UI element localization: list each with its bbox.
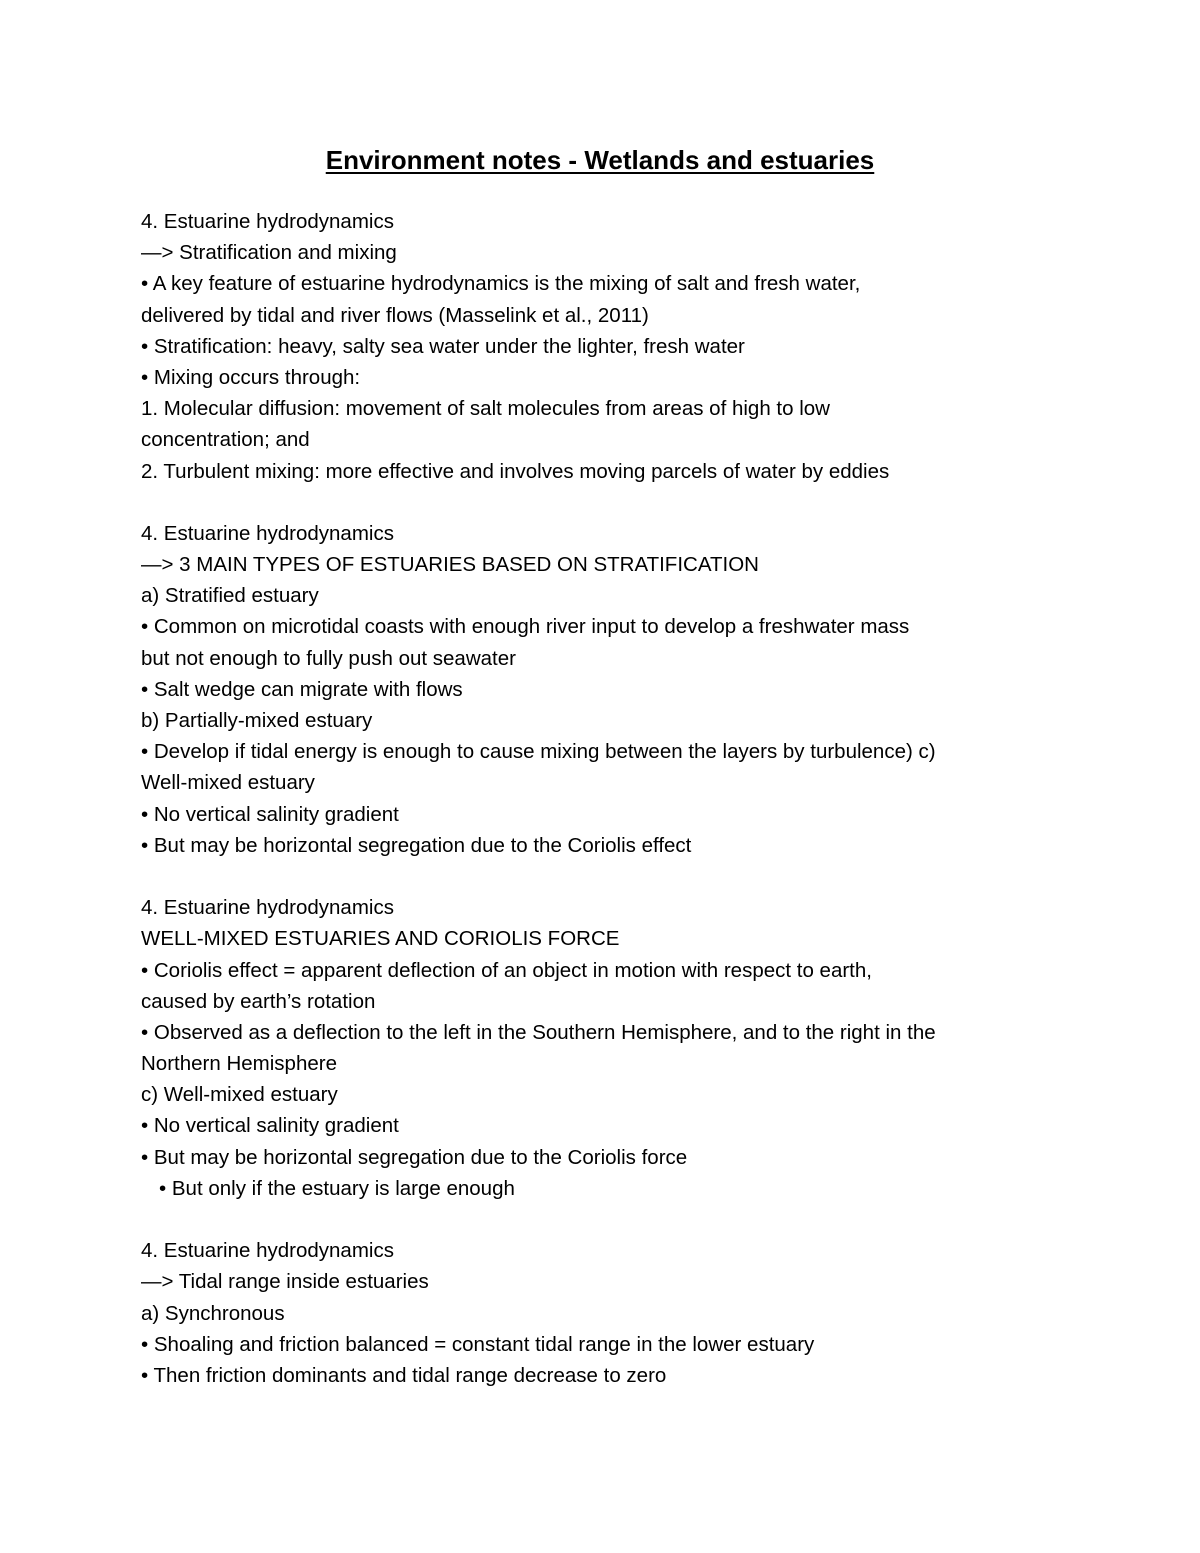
bullet-line: • No vertical salinity gradient bbox=[141, 802, 399, 826]
bullet-line: • A key feature of estuarine hydrodynamics is the mixing of salt and fresh water, bbox=[141, 272, 861, 296]
document-body bbox=[141, 206, 1081, 1391]
numbered-line: 1. Molecular diffusion: movement of salt molecules from areas of high to low bbox=[141, 397, 830, 421]
section-heading: 4. Estuarine hydrodynamics bbox=[141, 521, 394, 545]
bullet-line: • Stratification: heavy, salty sea water under the lighter, fresh water bbox=[141, 334, 745, 358]
subheading: —> Tidal range inside estuaries bbox=[141, 1270, 429, 1294]
bullet-line: • Coriolis effect = apparent deflection of an object in motion with respect to earth, bbox=[141, 958, 872, 982]
blank-line bbox=[141, 861, 1081, 892]
bullet-line: • But may be horizontal segregation due to the Coriolis effect bbox=[141, 833, 692, 857]
subheading: WELL-MIXED ESTUARIES AND CORIOLIS FORCE bbox=[141, 927, 620, 951]
list-label: c) Well-mixed estuary bbox=[141, 1083, 338, 1107]
bullet-line: • Common on microtidal coasts with enough river input to develop a freshwater mass bbox=[141, 615, 910, 639]
bullet-line: • Salt wedge can migrate with flows bbox=[141, 677, 463, 701]
text-line: Well-mixed estuary bbox=[141, 771, 315, 795]
bullet-line: • Mixing occurs through: bbox=[141, 365, 361, 389]
subheading: —> Stratification and mixing bbox=[141, 241, 397, 265]
text-line: delivered by tidal and river flows (Masselink et al., 2011) bbox=[141, 303, 649, 327]
bullet-line: • Observed as a deflection to the left in the Southern Hemisphere, and to the right in the bbox=[141, 1020, 936, 1044]
bullet-line: • Then friction dominants and tidal range decrease to zero bbox=[141, 1363, 667, 1387]
text-line: Northern Hemisphere bbox=[141, 1052, 337, 1076]
list-label: a) Stratified estuary bbox=[141, 584, 319, 608]
bullet-line: • No vertical salinity gradient bbox=[141, 1114, 399, 1138]
sub-bullet-line: • But only if the estuary is large enough bbox=[159, 1176, 515, 1200]
subheading: —> 3 MAIN TYPES OF ESTUARIES BASED ON STRATIFICATION bbox=[141, 553, 759, 577]
text-line: caused by earth’s rotation bbox=[141, 989, 376, 1013]
document-title: Environment notes - Wetlands and estuaries bbox=[325, 145, 875, 175]
list-label: a) Synchronous bbox=[141, 1301, 285, 1325]
blank-line bbox=[141, 487, 1081, 518]
section-heading: 4. Estuarine hydrodynamics bbox=[141, 896, 394, 920]
text-line: concentration; and bbox=[141, 428, 310, 452]
blank-line bbox=[141, 1204, 1081, 1235]
text-line: but not enough to fully push out seawater bbox=[141, 646, 516, 670]
bullet-line: • But may be horizontal segregation due to the Coriolis force bbox=[141, 1145, 688, 1169]
bullet-line: • Shoaling and friction balanced = constant tidal range in the lower estuary bbox=[141, 1332, 815, 1356]
bullet-line: • Develop if tidal energy is enough to cause mixing between the layers by turbulence) c) bbox=[141, 740, 936, 764]
section-heading: 4. Estuarine hydrodynamics bbox=[141, 1239, 394, 1263]
section-heading: 4. Estuarine hydrodynamics bbox=[141, 210, 394, 233]
list-label: b) Partially-mixed estuary bbox=[141, 709, 373, 732]
numbered-line: 2. Turbulent mixing: more effective and involves moving parcels of water by eddies bbox=[141, 459, 890, 483]
